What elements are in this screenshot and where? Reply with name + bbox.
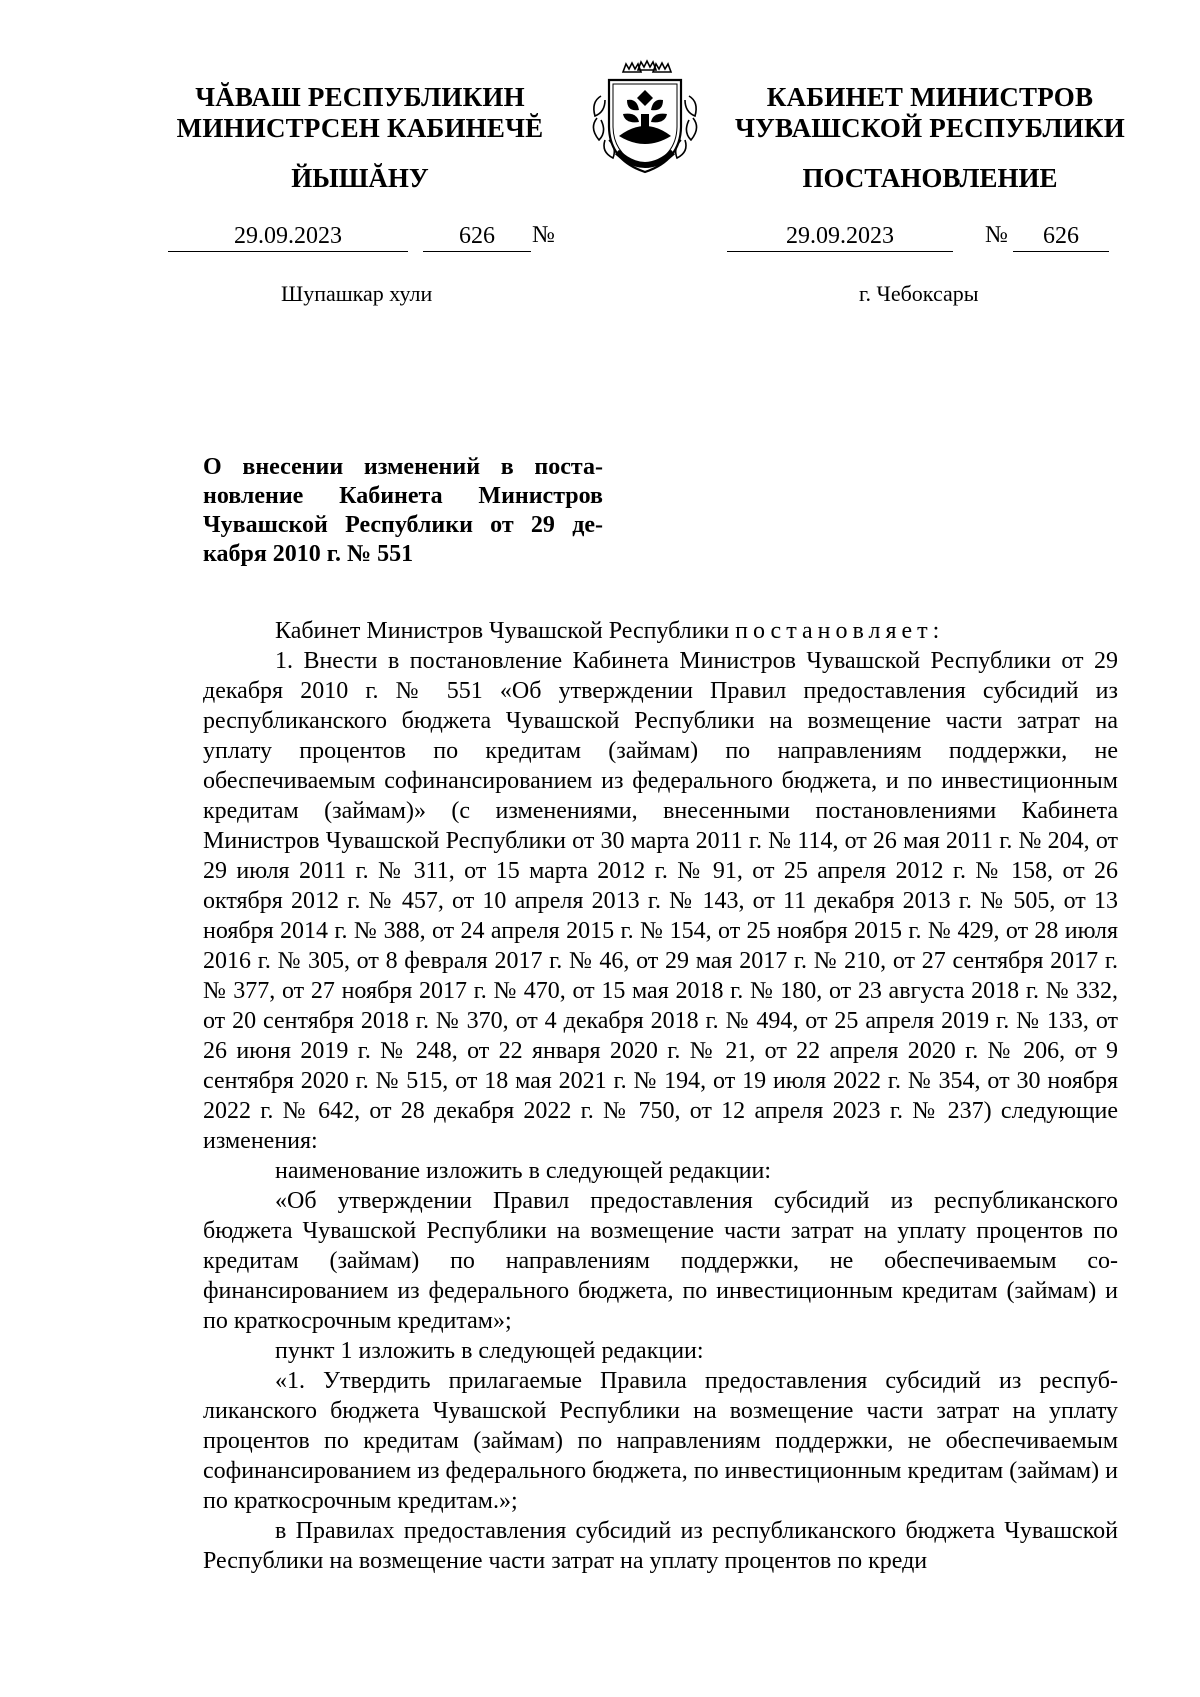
doc-type-russian: ПОСТАНОВЛЕНИЕ [802, 163, 1058, 193]
intro-resolves: постановляет: [735, 618, 945, 644]
issuer-name-russian-line1: КАБИНЕТ МИНИСТРОВ [766, 82, 1094, 112]
doc-type-chuvash: ЙЫШĂНУ [291, 163, 429, 193]
place-russian: г. Чебоксары [859, 281, 979, 306]
paragraph-6: в Правилах предоставления субсидий из республиканского бюджета Чувашской Республики на возмещение части затрат на уплату процентов по креди [203, 1518, 1118, 1574]
paragraph-5: «1. Утвердить прилагаемые Правила предоставления субсидий из республиканского бюджета Чувашской Республики на возмещение части затрат на уплату процентов по кредитам (займам) по направлениям поддержки, не обеспечиваемым софинансированием из федерального бюджета, по инвестиционным кредитам (займам) и по краткосрочным кредитам.»; [203, 1368, 1118, 1514]
paragraph-1: 1. Внести в постановление Кабинета Министров Чувашской Республики от 29 декабря 2010 г. № 551 «Об утверждении Правил предоставления субсидий из республиканского бюджета Чувашской Республики на возмещение части затрат на уплату процентов по кредитам (займам) по направлениям поддержки, не обеспечиваемым софинансированием из федерального бюджета, и по инвестиционным кредитам (займам)» (с изменениями, внесенными постановлениями Кабинета Министров Чувашской Республики от 30 марта 2011 г. № 114, от 26 мая 2011 г. № 204, от 29 июля 2011 г. № 311, от 15 марта 2012 г. № 91, от 25 апреля 2012 г. № 158, от 26 октября 2012 г. № 457, от 10 апреля 2013 г. № 143, от 11 декабря 2013 г. № 505, от 13 ноября 2014 г. № 388, от 24 апреля 2015 г. № 154, от 25 ноября 2015 г. № 429, от 28 июля 2016 г. № 305, от 8 февраля 2017 г. № 46, от 29 мая 2017 г. № 210, от 27 сентября 2017 г. № 377, от 27 ноября 2017 г. № 470, от 15 мая 2018 г. № 180, от 23 августа 2018 г. № 332, от 20 сентября 2018 г. № 370, от 4 декабря 2018 г. № 494, от 25 апреля 2019 г. № 133, от 26 июня 2019 г. № 248, от 22 января 2020 г. № 21, от 22 апреля 2020 г. № 206, от 9 сентября 2020 г. № 515, от 18 мая 2021 г. № 194, от 19 июля 2022 г. № 354, от 30 ноября 2022 г. № 642, от 28 декабря 2022 г. № 750, от 12 апреля 2023 г. № 237) следующие изменения: [203, 648, 1118, 1154]
issuer-name-chuvash [150, 82, 570, 144]
left-number-sign: № [532, 222, 555, 248]
intro-prefix: Кабинет Министров Чувашской Республики [275, 618, 736, 644]
paragraph-4: пункт 1 изложить в следующей редакции: [275, 1338, 704, 1364]
issuer-name-russian-line2: ЧУВАШСКОЙ РЕСПУБЛИКИ [735, 113, 1125, 143]
place-chuvash: Шупашкар хули [281, 281, 433, 306]
right-number-field: 626 [1013, 223, 1109, 252]
issuer-name-russian [710, 82, 1150, 144]
left-date-field: 29.09.2023 [168, 223, 408, 252]
right-number-sign: № [985, 222, 1008, 248]
right-date-field: 29.09.2023 [727, 223, 953, 252]
left-number-field: 626 [423, 223, 531, 252]
document-body [203, 616, 1118, 1576]
paragraph-2: наименование изложить в следующей редакции: [275, 1158, 772, 1184]
issuer-name-chuvash-line1: ЧĂВАШ РЕСПУБЛИКИН [195, 82, 525, 112]
document-subject: О внесении изменений в постановление Кабинета Министров Чувашской Республики от 29 декабря 2010 г. № 551 [203, 454, 603, 567]
issuer-name-chuvash-line2: МИНИСТРСЕН КАБИНЕЧĔ [176, 113, 544, 143]
paragraph-3: «Об утверждении Правил предоставления субсидий из республиканского бюджета Чувашской Республики на возмещение части затрат на уплату процентов по кредитам (займам) по направлениям поддержки, не обеспечиваемым софинансированием из федерального бюджета, по инвестиционным кредитам (займам) и по краткосрочным кредитам»; [203, 1188, 1118, 1334]
coat-of-arms-icon [579, 56, 711, 178]
intro-paragraph [203, 616, 1118, 646]
